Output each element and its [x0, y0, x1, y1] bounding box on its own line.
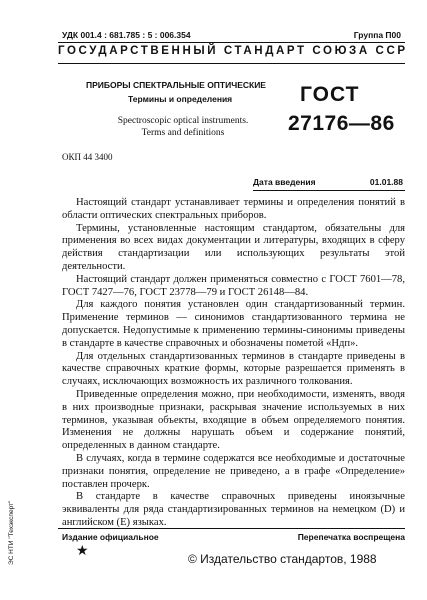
top-rule — [58, 42, 405, 43]
header-rule — [58, 63, 405, 64]
title-english-line2: Terms and definitions — [141, 128, 225, 138]
paragraph: В стандарте в качестве справочных приведены иноязычные эквиваленты для ряда стандартизированных терминов на немецком (D) и английском (E) языках. — [62, 491, 405, 528]
date-underline — [253, 190, 405, 191]
reprint-prohibited-label: Перепечатка воспрещена — [297, 532, 405, 542]
footer-rule — [58, 528, 405, 529]
paragraph: Для отдельных стандартизованных терминов в стандарте приведены в качестве справочных краткие формы, которые разрешается применять в случаях, исключающих возможность их различного толкования. — [62, 350, 405, 388]
title-english-line1: Spectroscopic optical instruments. — [117, 116, 249, 126]
official-edition-label: Издание официальное — [62, 532, 159, 542]
paragraph: Термины, установленные настоящим стандартом, обязательны для применения во всех видах документации и литературы, входящих в сферу действия стандартизации или использующих результаты этой деятельности. — [62, 222, 405, 272]
gost-number: 27176—86 — [288, 112, 395, 135]
gost-label: ГОСТ — [300, 83, 360, 106]
intro-date-label: Дата введения — [253, 177, 316, 187]
copyright-notice: © Издательство стандартов, 1988 — [188, 552, 377, 566]
paragraph: Приведенные определения можно, при необходимости, изменять, вводя в них производные признаки, раскрывая значение используемых в них терминов, указывая объекты, входящие в объем определяемого понятия. Изменения не должны нарушать объем и содержание понятий, определенных в данном стандарте. — [62, 388, 405, 452]
paragraph: В случаях, когда в термине содержатся все необходимые и достаточные признаки понятия, определение не приведено, а в графе «Определение» поставлен прочерк. — [62, 452, 405, 490]
paragraph: Настоящий стандарт должен применяться совместно с ГОСТ 7601—78, ГОСТ 7427—76, ГОСТ 23778—79 и ГОСТ 26148—84. — [62, 273, 405, 298]
paragraph: Для каждого понятия установлен один стандартизованный термин. Применение терминов — синонимов стандартизованного термина не допускается. Недопустимые к применению термины-синонимы приведены в стандарте в качестве справочных и обозначены пометой «Ндп». — [62, 299, 405, 349]
group-code: Группа П00 — [353, 30, 401, 40]
intro-date-value: 01.01.88 — [369, 177, 403, 187]
state-standard-heading: ГОСУДАРСТВЕННЫЙ СТАНДАРТ СОЮЗА ССР — [58, 45, 408, 57]
star-icon: ★ — [76, 544, 89, 559]
paragraph: Настоящий стандарт устанавливает термины и определения понятий в области оптических спектральных приборов. — [62, 197, 405, 221]
side-watermark-text: ЭС НТИ "Техэксперт" — [8, 500, 15, 565]
subtitle-russian: Термины и определения — [128, 94, 233, 104]
document-body — [62, 197, 405, 530]
okp-code: ОКП 44 3400 — [62, 152, 113, 162]
udc-code: УДК 001.4 : 681.785 : 5 : 006.354 — [62, 30, 191, 40]
title-russian: ПРИБОРЫ СПЕКТРАЛЬНЫЕ ОПТИЧЕСКИЕ — [86, 80, 266, 90]
title-english — [108, 115, 258, 139]
